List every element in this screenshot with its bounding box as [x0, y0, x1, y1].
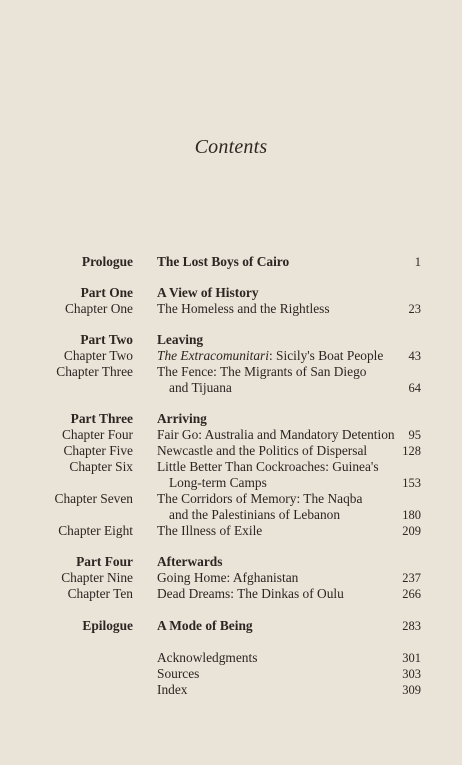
- toc-label: Prologue: [81, 254, 133, 269]
- toc-page: 95: [408, 428, 421, 442]
- toc-label: Part Three: [70, 411, 133, 426]
- toc-row-part-three: [0, 411, 462, 427]
- toc-row-chapter-seven: [0, 491, 462, 507]
- toc-title-rest: : Sicily's Boat People: [268, 348, 384, 363]
- toc-label: Part Four: [76, 554, 133, 569]
- toc-row-prologue: [0, 254, 462, 270]
- toc-label: Chapter Ten: [67, 586, 133, 601]
- toc-title: Acknowledgments: [157, 650, 258, 665]
- toc-label: Chapter Two: [63, 348, 133, 363]
- toc-title: The Homeless and the Rightless: [157, 301, 330, 316]
- toc-title: Newcastle and the Politics of Dispersal: [157, 443, 368, 458]
- toc-label: Part Two: [80, 332, 133, 347]
- toc-row-chapter-nine: [0, 570, 462, 586]
- toc-title: Arriving: [157, 411, 207, 426]
- toc-title: Long-term Camps: [169, 475, 267, 490]
- toc-row-chapter-five: [0, 443, 462, 459]
- toc-page: 64: [408, 381, 421, 395]
- toc-label: Chapter Three: [56, 364, 133, 379]
- toc-page: 1: [414, 255, 421, 269]
- toc-title: The Lost Boys of Cairo: [157, 254, 290, 269]
- toc-row-acknowledgments: [0, 650, 462, 666]
- toc-title: Afterwards: [157, 554, 223, 569]
- toc-page: 23: [408, 302, 421, 316]
- toc-label: Part One: [80, 285, 133, 300]
- toc-title: and the Palestinians of Lebanon: [169, 507, 341, 522]
- toc-row-chapter-six-cont: [0, 475, 462, 491]
- toc-row-chapter-eight: [0, 523, 462, 539]
- toc-row-chapter-six: [0, 459, 462, 475]
- toc-row-chapter-three: [0, 364, 462, 380]
- toc-title: Little Better Than Cockroaches: Guinea's: [157, 459, 379, 474]
- toc-label: Chapter One: [64, 301, 133, 316]
- toc-title: and Tijuana: [169, 380, 232, 395]
- toc-row-chapter-ten: [0, 586, 462, 602]
- toc-label: Chapter Nine: [61, 570, 133, 585]
- toc-page: 43: [408, 349, 421, 363]
- toc-page: 180: [402, 508, 421, 522]
- toc-title: A View of History: [157, 285, 259, 300]
- toc-label: Chapter Eight: [58, 523, 133, 538]
- toc-label: Chapter Six: [69, 459, 133, 474]
- toc-row-chapter-two: [0, 348, 462, 364]
- toc-page: 153: [402, 476, 421, 490]
- toc-title: The Illness of Exile: [157, 523, 263, 538]
- toc-row-part-one: [0, 285, 462, 301]
- toc-page: 303: [402, 667, 421, 681]
- toc-page: 128: [402, 444, 421, 458]
- toc-row-chapter-seven-cont: [0, 507, 462, 523]
- toc-page: 237: [402, 571, 421, 585]
- toc-title: [157, 348, 383, 364]
- toc-row-index: [0, 682, 462, 698]
- toc-label: Chapter Four: [61, 427, 133, 442]
- toc-title: The Fence: The Migrants of San Diego: [157, 364, 367, 379]
- toc-title: Fair Go: Australia and Mandatory Detention: [157, 427, 395, 442]
- toc-row-sources: [0, 666, 462, 682]
- toc-page: 266: [402, 587, 421, 601]
- toc-title: A Mode of Being: [157, 618, 253, 633]
- toc-title: Sources: [157, 666, 200, 681]
- toc-label: Chapter Seven: [54, 491, 133, 506]
- toc-row-chapter-four: [0, 427, 462, 443]
- toc-page: 283: [402, 619, 421, 633]
- toc-title: Going Home: Afghanistan: [157, 570, 299, 585]
- toc-label: Epilogue: [82, 618, 133, 633]
- toc-row-part-two: [0, 332, 462, 348]
- toc-row-epilogue: [0, 618, 462, 634]
- toc-page: 301: [402, 651, 421, 665]
- toc-page: 309: [402, 683, 421, 697]
- toc-title: Dead Dreams: The Dinkas of Oulu: [157, 586, 344, 601]
- toc-page: 209: [402, 524, 421, 538]
- toc-row-part-four: [0, 554, 462, 570]
- toc-title: Leaving: [157, 332, 204, 347]
- toc-row-chapter-one: [0, 301, 462, 317]
- toc-row-chapter-three-cont: [0, 380, 462, 396]
- toc-title-italic: The Extracomunitari: [157, 348, 269, 363]
- toc-title: Index: [157, 682, 188, 697]
- toc-label: Chapter Five: [63, 443, 133, 458]
- page-title: Contents: [194, 136, 268, 158]
- toc-title: The Corridors of Memory: The Naqba: [157, 491, 363, 506]
